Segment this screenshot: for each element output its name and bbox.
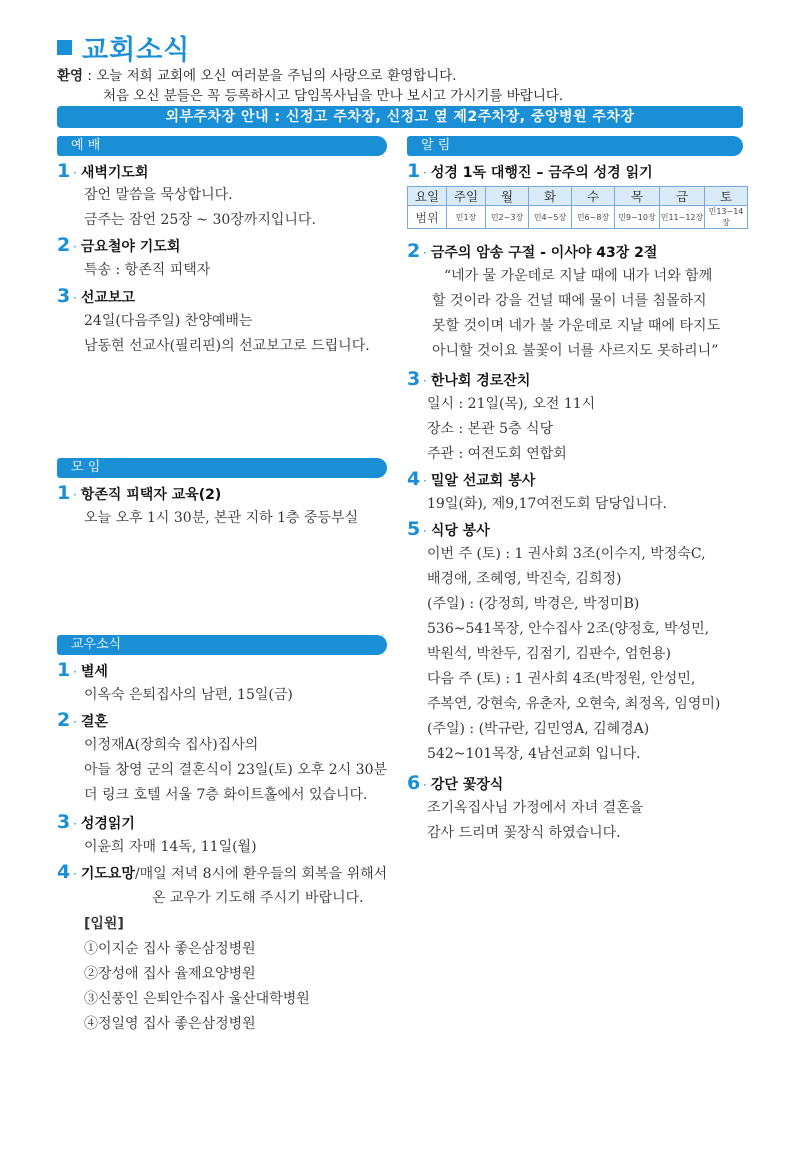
welcome-text: [57, 66, 563, 106]
hospital-item: ②장성애 집사 율제요양병원: [84, 966, 256, 982]
worship-item-2-body: 특송 : 항존직 피택자: [84, 262, 211, 278]
page-title: 교회소식: [82, 35, 191, 66]
section-header-members: 교우소식: [57, 635, 387, 655]
hospital-item: ③신풍인 은퇴안수집사 울산대학병원: [84, 991, 310, 1007]
welcome-label: 환영: [57, 68, 84, 84]
welcome-line-2: 처음 오신 분들은 꼭 등록하시고 담임목사님을 만나 보시고 가시기를 바랍니다.: [103, 88, 564, 104]
notice-item-6: 6 · 강단 꽃장식: [407, 772, 504, 794]
notice-item-1: 1 · 성경 1독 대행진 – 금주의 성경 읽기: [407, 160, 653, 182]
hospital-item: ④정일영 집사 좋은삼정병원: [84, 1016, 256, 1032]
hospital-list: [84, 912, 310, 1037]
meeting-item-1: 1 · 항존직 피택자 교육(2): [57, 482, 222, 504]
hospital-title: [입원]: [84, 916, 124, 932]
worship-item-3-body: 24일(다음주일) 찬양예배는 남동현 선교사(필리핀)의 선교보고로 드립니다.: [84, 313, 370, 354]
hospital-item: ①이지순 집사 좋은삼정병원: [84, 941, 256, 957]
notice-item-5: 5 · 식당 봉사: [407, 518, 490, 540]
worship-item-3: 3 · 선교보고: [57, 285, 135, 307]
members-item-2: 2 · 결혼: [57, 709, 108, 731]
section-header-meeting: 모 임: [57, 458, 387, 478]
notice-item-3-body: 일시 : 21일(목), 오전 11시 장소 : 본관 5층 식당 주관 : 여전도회 연합회: [427, 396, 596, 462]
bible-reading-table: 요일 주일 월 화 수 목 금 토 범위 민1장 민2~3장 민4~5장 민6~8장 민9~10장 민11~12장 민13~14장: [407, 186, 748, 229]
square-bullet-icon: [57, 40, 72, 55]
section-header-notice: 알 림: [407, 136, 743, 156]
worship-item-1-body: 잠언 말씀을 묵상합니다. 금주는 잠언 25장 ~ 30장까지입니다.: [84, 187, 316, 228]
members-item-4-body: 온 교우가 기도해 주시기 바랍니다.: [152, 890, 364, 906]
worship-item-2: 2 · 금요철야 기도회: [57, 234, 181, 256]
members-item-3-body: 이윤희 자매 14독, 11일(월): [84, 839, 257, 855]
members-item-1: 1 · 별세: [57, 659, 108, 681]
section-header-worship: 예 배: [57, 136, 387, 156]
welcome-line-1: : 오늘 저희 교회에 오신 여러분을 주님의 사랑으로 환영합니다.: [83, 68, 457, 84]
notice-item-2: 2 · 금주의 암송 구절 - 이사야 43장 2절: [407, 240, 658, 262]
notice-item-2-body: “네가 물 가운데로 지날 때에 내가 너와 함께 할 것이라 강을 건널 때에 물이 너를 침몰하지 못할 것이며 네가 불 가운데로 지날 때에 타지도 아니할 것이요 불꽃이 너를 사르지도 못하리니”: [432, 268, 721, 359]
notice-item-4-body: 19일(화), 제9,17여전도회 담당입니다.: [427, 496, 667, 512]
page-title-block: [57, 28, 190, 67]
members-item-4: 4 · 기도요망/매일 저녁 8시에 환우들의 회복을 위해서: [57, 861, 388, 883]
parking-banner: 외부주차장 안내 : 신정고 주차장, 신정고 옆 제2주차장, 중앙병원 주차장: [57, 106, 743, 128]
members-item-1-body: 이옥숙 은퇴집사의 남편, 15일(금): [84, 687, 293, 703]
notice-item-3: 3 · 한나회 경로잔치: [407, 368, 531, 390]
worship-item-1: 1 · 새벽기도회: [57, 160, 149, 182]
meeting-item-1-body: 오늘 오후 1시 30분, 본관 지하 1층 중등부실: [84, 510, 359, 526]
notice-item-4: 4 · 밀알 선교회 봉사: [407, 468, 536, 490]
members-item-2-body: 이정재A(장희숙 집사)집사의 아들 창영 군의 결혼식이 23일(토) 오후 2시 30분 더 링크 호텔 서울 7층 화이트홀에서 있습니다.: [84, 737, 387, 803]
notice-item-6-body: 조기옥집사님 가정에서 자녀 결혼을 감사 드리며 꽃장식 하였습니다.: [427, 800, 644, 841]
notice-item-5-body: 이번 주 (토) : 1 권사회 3조(이수지, 박정숙C, 배경애, 조혜영, 박진숙, 김희정) (주일) : (강정희, 박경은, 박정미B) 536~541목장, 안수집사 2조(양정호, 박성민, 박원석, 박찬두, 김점기, 김판수, 엄헌용) 다음 주 (토) : 1 권사회 4조(박정원, 안성민, 주복연, 강현숙, 유춘자, 오현숙, 최정옥, 임영미) (주일) : (박규란, 김민영A, 김혜경A) 542~101목장, 4남선교회 입니다.: [427, 546, 721, 762]
members-item-3: 3 · 성경읽기: [57, 811, 135, 833]
